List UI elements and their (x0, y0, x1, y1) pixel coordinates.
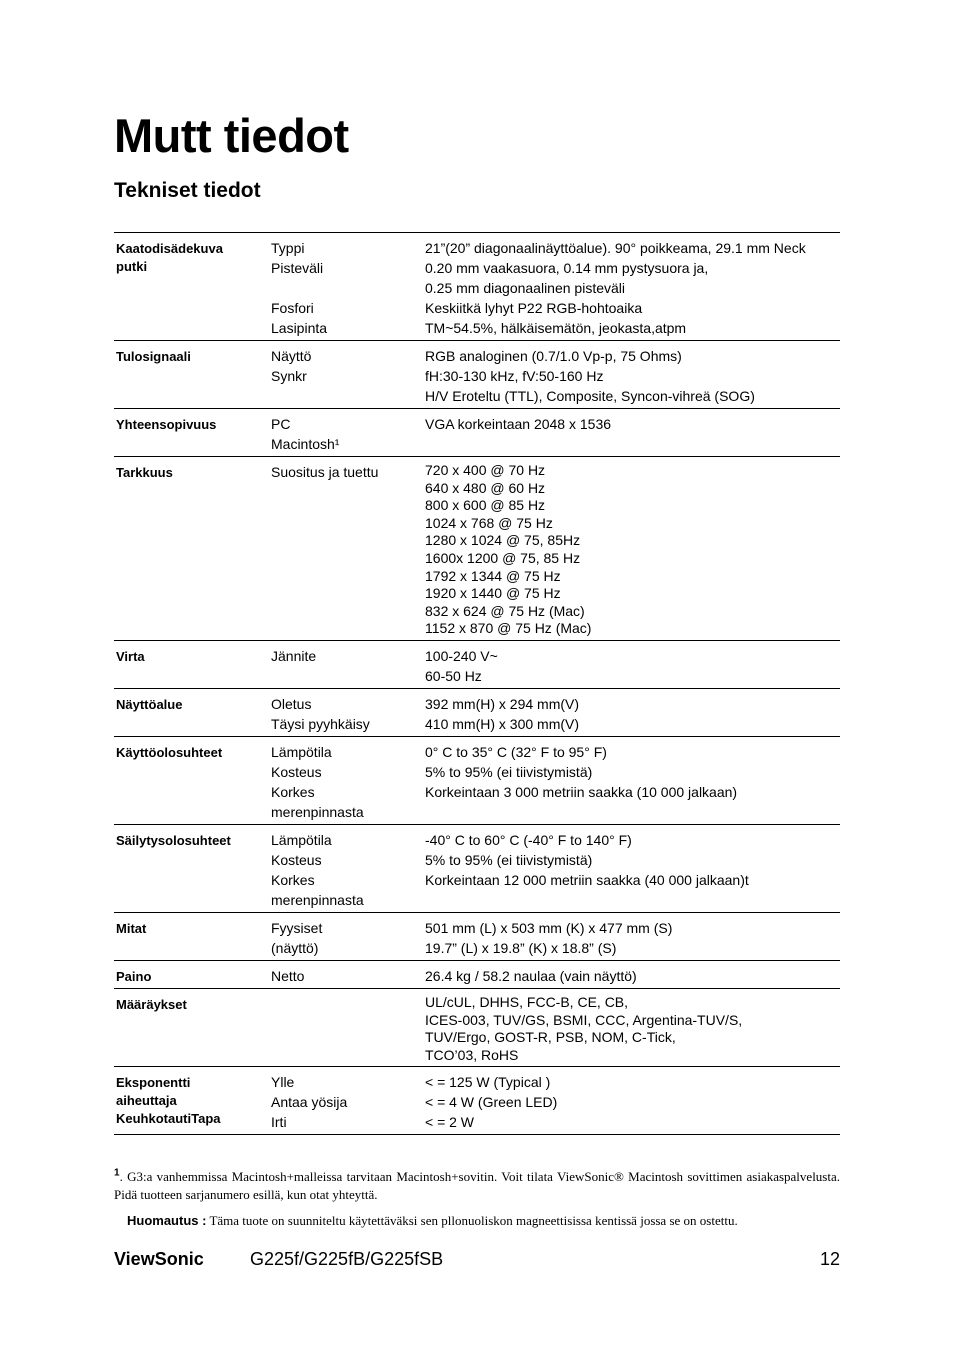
spec-category-cell (114, 409, 269, 457)
spec-label: Fosfori (271, 300, 314, 316)
spec-category-cell (114, 640, 269, 688)
spec-value-cell (423, 736, 840, 824)
spec-label-cell (269, 341, 423, 409)
spec-category-cell (114, 457, 269, 641)
spec-table (114, 232, 840, 1135)
spec-value: 832 x 624 @ 75 Hz (Mac) (425, 602, 585, 619)
spec-value: 640 x 480 @ 60 Hz (425, 479, 546, 496)
spec-label-cell (269, 233, 423, 341)
spec-category-cell (114, 1067, 269, 1135)
spec-value-cell (423, 409, 840, 457)
spec-value: 0.20 mm vaakasuora, 0.14 mm pystysuora ja, (425, 260, 709, 276)
spec-label: Lasipinta (271, 320, 328, 336)
spec-label-cell (269, 988, 423, 1066)
spec-category: KeuhkotautiTapa (116, 1111, 221, 1127)
spec-row (114, 409, 840, 457)
spec-label: Lämpötila (271, 831, 332, 848)
spec-value: ICES-003, TUV/GS, BSMI, CCC, Argentina-TUV/S, (425, 1011, 743, 1028)
spec-label: Täysi pyyhkäisy (271, 715, 370, 732)
spec-label: Suositus ja tuettu (271, 464, 379, 480)
spec-value: -40° C to 60° C (-40° F to 140° F) (425, 831, 632, 848)
spec-category: Tarkkuus (116, 465, 173, 480)
spec-value: 100-240 V~ (425, 647, 498, 664)
spec-row (114, 1067, 840, 1135)
spec-value: TM~54.5%, hälkäisemätön, jeokasta,atpm (425, 320, 687, 336)
spec-value-cell (423, 233, 840, 341)
spec-value: UL/cUL, DHHS, FCC-B, CE, CB, (425, 993, 629, 1010)
page-title: Mutt tiedot (114, 109, 349, 162)
spec-value: RGB analoginen (0.7/1.0 Vp-p, 75 Ohms) (425, 348, 682, 364)
spec-category: Tulosignaali (116, 349, 191, 364)
spec-value: 1792 x 1344 @ 75 Hz (425, 567, 561, 584)
spec-category: aiheuttaja (116, 1093, 177, 1109)
spec-category-cell (114, 341, 269, 409)
section-title: Tekniset tiedot (114, 179, 261, 202)
note-text: Täma tuote on suunniteltu käytettäväksi sen pllonuoliskon magneettisissa kentissä jossa se on ostettu. (209, 1213, 738, 1228)
spec-label-cell (269, 457, 423, 641)
spec-label-cell (269, 912, 423, 960)
page-number: 12 (819, 1249, 840, 1269)
spec-category: putki (116, 259, 148, 274)
spec-value: Korkeintaan 12 000 metriin saakka (40 000 jalkaan)t (425, 871, 749, 888)
spec-value: 1920 x 1440 @ 75 Hz (425, 585, 561, 602)
spec-value: 392 mm(H) x 294 mm(V) (425, 695, 580, 712)
footnote (114, 1168, 840, 1204)
spec-row (114, 341, 840, 409)
spec-category-cell (114, 688, 269, 736)
spec-label-cell (269, 736, 423, 824)
spec-category: Säilytysolosuhteet (116, 832, 231, 848)
spec-value: 1152 x 870 @ 75 Hz (Mac) (425, 620, 592, 637)
spec-row (114, 688, 840, 736)
spec-value: 1024 x 768 @ 75 Hz (425, 514, 553, 531)
spec-value: 720 x 400 @ 70 Hz (425, 462, 546, 478)
spec-value: 1600x 1200 @ 75, 85 Hz (425, 549, 581, 566)
footnote-number: 1 (114, 1167, 120, 1179)
spec-label: Lämpötila (271, 743, 332, 760)
footer-model: G225f/G225fB/G225fSB (250, 1249, 444, 1269)
spec-label: Näyttö (271, 348, 312, 364)
spec-value: 501 mm (L) x 503 mm (K) x 477 mm (S) (425, 919, 673, 936)
spec-value-cell (423, 824, 840, 912)
spec-value: 1280 x 1024 @ 75, 85Hz (425, 532, 581, 549)
spec-value-cell (423, 457, 840, 641)
spec-label-cell (269, 1067, 423, 1135)
spec-value: 410 mm(H) x 300 mm(V) (425, 715, 580, 732)
spec-value-cell (423, 341, 840, 409)
spec-label: (näyttö) (271, 939, 319, 956)
spec-category: Paino (116, 968, 152, 984)
spec-value-cell (423, 988, 840, 1066)
spec-value: TCO’03, RoHS (425, 1046, 519, 1063)
spec-value: 5% to 95% (ei tiivistymistä) (425, 763, 593, 780)
spec-label: Jännite (271, 647, 317, 664)
spec-row (114, 960, 840, 988)
spec-category: Näyttöalue (116, 696, 183, 712)
spec-category-cell (114, 988, 269, 1066)
spec-value: fH:30-130 kHz, fV:50-160 Hz (425, 368, 604, 384)
spec-label: Korkes (271, 783, 315, 800)
spec-value: 19.7” (L) x 19.8” (K) x 18.8” (S) (425, 939, 617, 956)
spec-value: VGA korkeintaan 2048 x 1536 (425, 416, 612, 432)
spec-category: Eksponentti (116, 1075, 191, 1091)
spec-category: Määräykset (116, 996, 187, 1012)
spec-value-cell (423, 912, 840, 960)
spec-label: PC (271, 416, 291, 432)
spec-category: Kaatodisädekuva (116, 241, 223, 256)
spec-label: Fyysiset (271, 919, 323, 936)
spec-value: < = 2 W (425, 1114, 475, 1131)
spec-label-cell (269, 409, 423, 457)
spec-label: Ylle (271, 1074, 295, 1091)
spec-label: Synkr (271, 368, 307, 384)
spec-value: 5% to 95% (ei tiivistymistä) (425, 851, 593, 868)
spec-label: Pisteväli (271, 260, 324, 276)
footer-brand: ViewSonic (114, 1249, 204, 1269)
spec-value: 800 x 600 @ 85 Hz (425, 497, 546, 514)
spec-category: Yhteensopivuus (116, 417, 217, 432)
spec-category-cell (114, 824, 269, 912)
spec-label: Irti (271, 1114, 287, 1131)
spec-category-cell (114, 736, 269, 824)
spec-value: 0.25 mm diagonaalinen pisteväli (425, 280, 626, 296)
spec-value: 60-50 Hz (425, 667, 482, 684)
spec-row (114, 736, 840, 824)
spec-row (114, 233, 840, 341)
spec-value-cell (423, 1067, 840, 1135)
spec-category: Virta (116, 648, 145, 664)
spec-category-cell (114, 960, 269, 988)
footnote-text: . G3:a vanhemmissa Macintosh+malleissa tarvitaan Macintosh+sovitin. Voit tilata ViewSonic® Macintosh sovittimen asiakaspalvelusta. Pidä tuotteen sarjanumero esillä, kun otat yhteyttä. (114, 1169, 840, 1202)
spec-label: Macintosh¹ (271, 436, 340, 452)
spec-label: Antaa yösija (271, 1094, 348, 1111)
spec-label-cell (269, 640, 423, 688)
spec-label: Kosteus (271, 851, 322, 868)
spec-value-cell (423, 960, 840, 988)
spec-row (114, 912, 840, 960)
spec-value-cell (423, 640, 840, 688)
spec-label: merenpinnasta (271, 891, 364, 908)
spec-value: < = 4 W (Green LED) (425, 1094, 558, 1111)
spec-value: Korkeintaan 3 000 metriin saakka (10 000 jalkaan) (425, 783, 738, 800)
spec-label: Korkes (271, 871, 315, 888)
spec-label-cell (269, 688, 423, 736)
spec-value: 0° C to 35° C (32° F to 95° F) (425, 743, 607, 760)
spec-label: Typpi (271, 240, 305, 256)
spec-category-cell (114, 233, 269, 341)
spec-label: merenpinnasta (271, 803, 364, 820)
spec-category-cell (114, 912, 269, 960)
spec-value: H/V Eroteltu (TTL), Composite, Syncon-vihreä (SOG) (425, 388, 755, 404)
spec-category: Käyttöolosuhteet (116, 744, 223, 760)
spec-value: Keskiitkä lyhyt P22 RGB-hohtoaika (425, 300, 643, 316)
spec-label: Oletus (271, 695, 312, 712)
spec-row (114, 457, 840, 641)
spec-label-cell (269, 960, 423, 988)
spec-row (114, 824, 840, 912)
spec-label: Netto (271, 967, 305, 984)
spec-value: 26.4 kg / 58.2 naulaa (vain näyttö) (425, 967, 637, 984)
spec-row (114, 640, 840, 688)
spec-value: < = 125 W (Typical ) (425, 1074, 551, 1091)
note (127, 1212, 738, 1230)
spec-label: Kosteus (271, 763, 322, 780)
spec-row (114, 988, 840, 1066)
note-label: Huomautus : (127, 1213, 207, 1228)
spec-value: 21”(20” diagonaalinäyttöalue). 90° poikkeama, 29.1 mm Neck (425, 240, 806, 256)
spec-label-cell (269, 824, 423, 912)
spec-value: TUV/Ergo, GOST-R, PSB, NOM, C-Tick, (425, 1029, 676, 1046)
spec-table-body (114, 233, 840, 1135)
spec-category: Mitat (116, 920, 147, 936)
spec-label (271, 278, 423, 298)
spec-value-cell (423, 688, 840, 736)
